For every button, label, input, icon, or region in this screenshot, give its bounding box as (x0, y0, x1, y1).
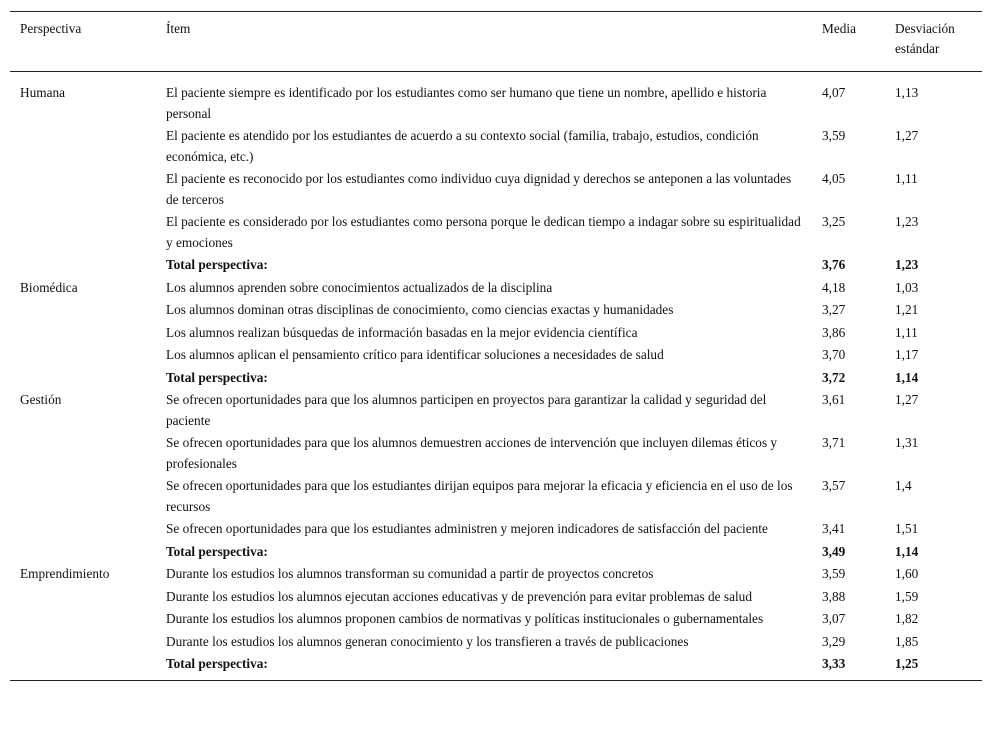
media-cell: 3,59 (822, 128, 846, 143)
desviacion-cell: 1,17 (895, 347, 919, 362)
header-row (10, 12, 982, 72)
media-cell: 3,27 (822, 302, 846, 317)
perspective-cell (10, 125, 156, 168)
perspective-cell (10, 432, 156, 475)
desviacion-cell: 1,85 (895, 633, 919, 649)
perspective-cell (10, 211, 156, 254)
media-cell: 3,25 (822, 214, 846, 229)
header-media: Media (822, 21, 856, 36)
item-cell: Durante los estudios los alumnos ejecutan acciones educativas y de prevención para evitar problemas de salud (166, 588, 752, 604)
perspectives-table (10, 11, 982, 681)
total-desviacion: 1,25 (895, 656, 919, 671)
desviacion-cell: 1,60 (895, 566, 919, 581)
total-label: Total perspectiva: (166, 369, 268, 385)
total-desviacion: 1,14 (895, 543, 919, 559)
media-cell: 3,88 (822, 588, 846, 604)
item-cell: Los alumnos dominan otras disciplinas de conocimiento, como ciencias exactas y humanidades (166, 302, 674, 317)
header-desviacion: Desviación estándar (895, 21, 955, 56)
media-cell: 3,29 (822, 633, 846, 649)
media-cell: 3,59 (822, 566, 846, 581)
item-cell: Se ofrecen oportunidades para que los alumnos participen en proyectos para garantizar la calidad y seguridad del paciente (166, 392, 767, 428)
media-cell: 4,18 (822, 279, 846, 295)
total-row (10, 367, 982, 390)
perspective-cell (10, 168, 156, 211)
desviacion-cell: 1,82 (895, 611, 919, 626)
desviacion-cell: 1,13 (895, 85, 919, 100)
perspective-cell (10, 344, 156, 367)
media-cell: 3,57 (822, 478, 846, 493)
table-header (10, 12, 982, 72)
total-media: 3,49 (822, 543, 846, 559)
total-media: 3,33 (822, 656, 846, 671)
desviacion-cell: 1,59 (895, 588, 919, 604)
total-row (10, 653, 982, 680)
media-cell: 3,61 (822, 392, 846, 407)
perspective-cell (10, 541, 156, 564)
perspective-cell (10, 586, 156, 609)
media-cell: 3,86 (822, 324, 846, 340)
perspective-cell (10, 653, 156, 680)
total-media: 3,76 (822, 257, 846, 272)
item-cell: El paciente es reconocido por los estudiantes como individuo cuya dignidad y derechos se anteponen a las voluntades de terceros (166, 171, 792, 207)
table-row (10, 322, 982, 345)
total-label: Total perspectiva: (166, 543, 268, 559)
perspective-cell: Biomédica (20, 279, 78, 295)
total-label: Total perspectiva: (166, 656, 268, 671)
perspective-cell (10, 608, 156, 631)
item-cell: Durante los estudios los alumnos proponen cambios de normativas y políticas institucionales o gubernamentales (166, 611, 764, 626)
desviacion-cell: 1,11 (895, 171, 918, 186)
perspective-cell (10, 631, 156, 654)
desviacion-cell: 1,51 (895, 521, 919, 536)
item-cell: Los alumnos realizan búsquedas de información basadas en la mejor evidencia científica (166, 324, 638, 340)
total-desviacion: 1,14 (895, 369, 919, 385)
table-row (10, 475, 982, 518)
perspective-cell (10, 475, 156, 518)
desviacion-cell: 1,23 (895, 214, 919, 229)
total-media: 3,72 (822, 369, 846, 385)
perspective-cell (10, 518, 156, 541)
media-cell: 3,41 (822, 521, 846, 536)
item-cell: Se ofrecen oportunidades para que los estudiantes dirijan equipos para mejorar la eficacia y eficiencia en el uso de los recursos (166, 478, 793, 514)
table-row (10, 344, 982, 367)
item-cell: El paciente es considerado por los estudiantes como persona porque le dedican tiempo a indagar sobre su espiritualidad y emociones (166, 214, 801, 250)
perspective-cell (10, 254, 156, 277)
table-body (10, 72, 982, 681)
item-cell: El paciente es atendido por los estudiantes de acuerdo a su contexto social (familia, trabajo, estudios, condición económica, etc.) (166, 128, 759, 164)
total-row (10, 541, 982, 564)
perspective-cell (10, 367, 156, 390)
item-cell: Durante los estudios los alumnos generan conocimiento y los transfieren a través de publicaciones (166, 633, 689, 649)
table-row (10, 563, 982, 586)
media-cell: 4,05 (822, 171, 846, 186)
table-row (10, 277, 982, 300)
media-cell: 3,70 (822, 347, 846, 362)
desviacion-cell: 1,4 (895, 478, 912, 493)
total-label: Total perspectiva: (166, 257, 268, 272)
item-cell: Los alumnos aprenden sobre conocimientos actualizados de la disciplina (166, 279, 553, 295)
table-row (10, 518, 982, 541)
item-cell: El paciente siempre es identificado por los estudiantes como ser humano que tiene un nombre, apellido e historia personal (166, 85, 767, 121)
desviacion-cell: 1,31 (895, 435, 919, 450)
total-row (10, 254, 982, 277)
media-cell: 4,07 (822, 85, 846, 100)
item-cell: Se ofrecen oportunidades para que los estudiantes administren y mejoren indicadores de satisfacción del paciente (166, 521, 768, 536)
perspective-cell (10, 299, 156, 322)
item-cell: Durante los estudios los alumnos transforman su comunidad a partir de proyectos concretos (166, 566, 654, 581)
item-cell: Se ofrecen oportunidades para que los alumnos demuestren acciones de intervención que incluyen dilemas éticos y profesionales (166, 435, 778, 471)
header-perspectiva: Perspectiva (20, 21, 82, 36)
table-row (10, 586, 982, 609)
media-cell: 3,07 (822, 611, 846, 626)
item-cell: Los alumnos aplican el pensamiento crítico para identificar soluciones a necesidades de salud (166, 347, 664, 362)
table-row (10, 299, 982, 322)
table-row (10, 125, 982, 168)
table-row (10, 432, 982, 475)
table-row (10, 631, 982, 654)
desviacion-cell: 1,21 (895, 302, 919, 317)
desviacion-cell: 1,03 (895, 279, 919, 295)
desviacion-cell: 1,11 (895, 324, 918, 340)
perspective-cell: Gestión (20, 392, 62, 407)
table-row (10, 389, 982, 432)
table-row (10, 72, 982, 126)
total-desviacion: 1,23 (895, 257, 919, 272)
perspective-cell (10, 322, 156, 345)
media-cell: 3,71 (822, 435, 846, 450)
perspective-cell: Emprendimiento (20, 566, 110, 581)
header-item: Ítem (166, 21, 191, 36)
desviacion-cell: 1,27 (895, 392, 919, 407)
table-row (10, 168, 982, 211)
table-row (10, 211, 982, 254)
perspective-cell: Humana (20, 85, 66, 100)
desviacion-cell: 1,27 (895, 128, 919, 143)
table-row (10, 608, 982, 631)
